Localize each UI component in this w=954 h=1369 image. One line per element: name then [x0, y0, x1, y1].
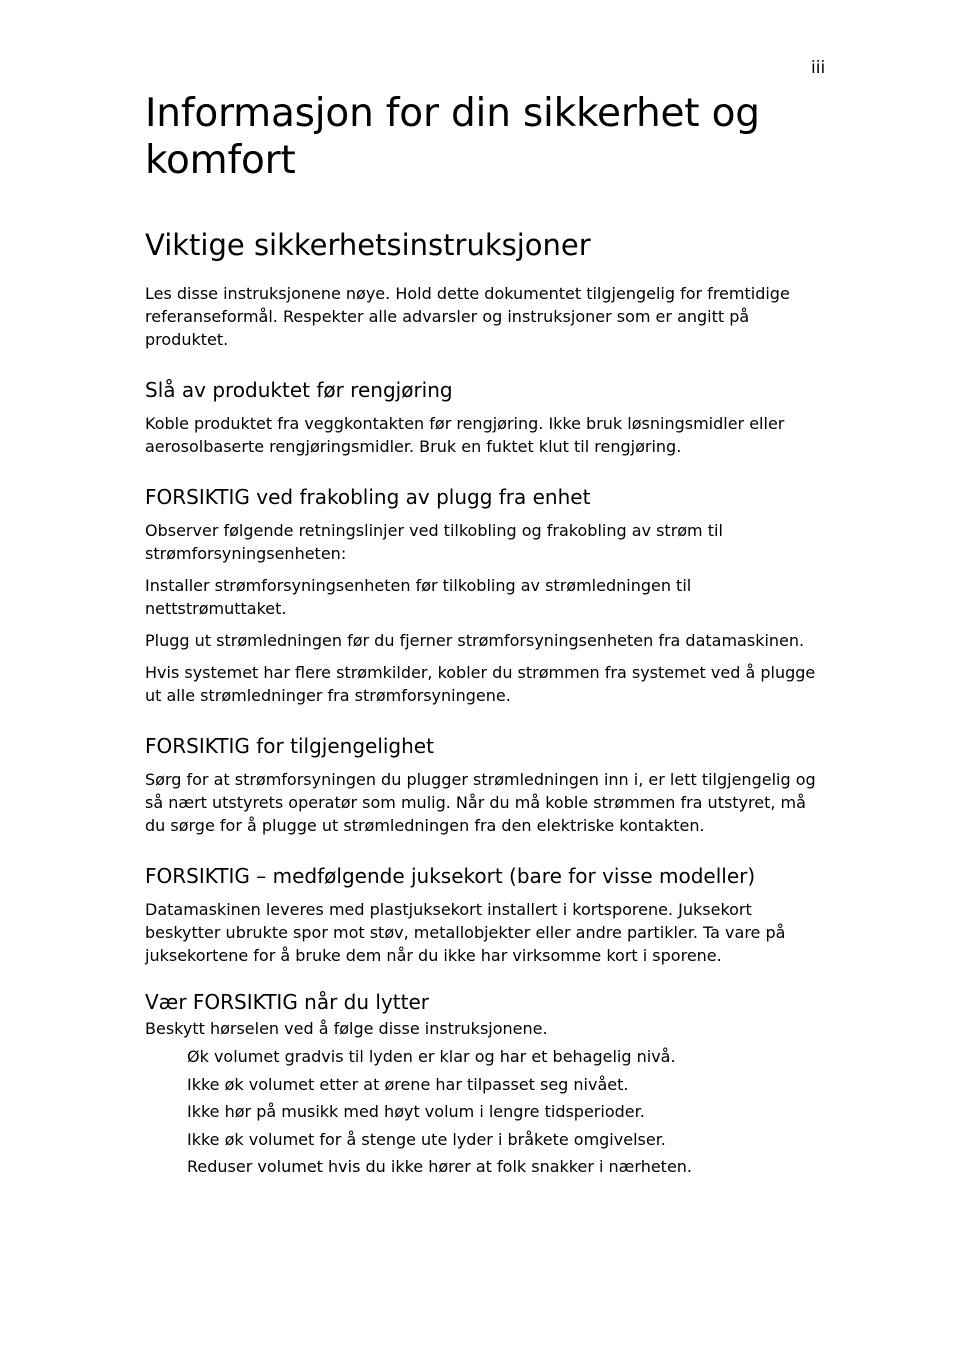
intro-paragraph: Les disse instruksjonene nøye. Hold dette dokumentet tilgjengelig for fremtidige referanseformål. Respekter alle advarsler og instruksjoner som er angitt på produktet. [145, 284, 790, 349]
section-heading: Vær FORSIKTIG når du lytter [145, 990, 430, 1014]
section-dummy-cards [145, 863, 830, 967]
paragraph: Koble produktet fra veggkontakten før rengjøring. Ikke bruk løsningsmidler eller aerosolbaserte rengjøringsmidler. Bruk en fuktet klut til rengjøring. [145, 414, 785, 456]
section-unplugging [145, 484, 830, 707]
section-heading: FORSIKTIG ved frakobling av plugg fra enhet [145, 485, 591, 509]
section-heading: FORSIKTIG for tilgjengelighet [145, 734, 434, 758]
list-item: Reduser volumet hvis du ikke hører at folk snakker i nærheten. [187, 1157, 693, 1177]
paragraph: Hvis systemet har flere strømkilder, kobler du strømmen fra systemet ved å plugge ut alle strømledninger fra strømforsyningene. [145, 663, 816, 705]
page-title: Informasjon for din sikkerhet og komfort [145, 91, 760, 183]
section-heading: FORSIKTIG – medfølgende juksekort (bare for visse modeller) [145, 864, 756, 888]
list-item: Ikke øk volumet for å stenge ute lyder i bråkete omgivelser. [187, 1129, 666, 1149]
list-item: Ikke øk volumet etter at ørene har tilpasset seg nivået. [187, 1074, 629, 1094]
section-title: Viktige sikkerhetsinstruksjoner [145, 228, 591, 262]
paragraph: Plugg ut strømledningen før du fjerner strømforsyningsenheten fra datamaskinen. [145, 631, 805, 650]
listening-instructions-list [145, 1043, 830, 1181]
section-listening [145, 989, 830, 1181]
paragraph: Observer følgende retningslinjer ved tilkobling og frakobling av strøm til strømforsyningsenheten: [145, 521, 723, 563]
section-cleaning [145, 377, 830, 458]
page-number: iii [811, 58, 826, 78]
paragraph: Beskytt hørselen ved å følge disse instruksjonene. [145, 1019, 548, 1038]
list-item: Øk volumet gradvis til lyden er klar og har et behagelig nivå. [187, 1047, 676, 1066]
paragraph: Datamaskinen leveres med plastjuksekort installert i kortsporene. Juksekort beskytter ubrukte spor mot støv, metallobjekter eller andre partikler. Ta vare på juksekortene for å bruke dem når du ikke har virksomme kort i sporene. [145, 900, 786, 965]
paragraph: Sørg for at strømforsyningen du plugger strømledningen inn i, er lett tilgjengelig og så nært utstyrets operatør som mulig. Når du må koble strømmen fra utstyret, må du sørge for å plugge ut strømledningen fra den elektriske kontakten. [145, 770, 816, 835]
section-accessibility [145, 733, 830, 837]
paragraph: Installer strømforsyningsenheten før tilkobling av strømledningen til nettstrømuttaket. [145, 576, 692, 618]
list-item: Ikke hør på musikk med høyt volum i lengre tidsperioder. [187, 1102, 645, 1122]
document-body [145, 90, 830, 1181]
section-heading: Slå av produktet før rengjøring [145, 378, 453, 402]
